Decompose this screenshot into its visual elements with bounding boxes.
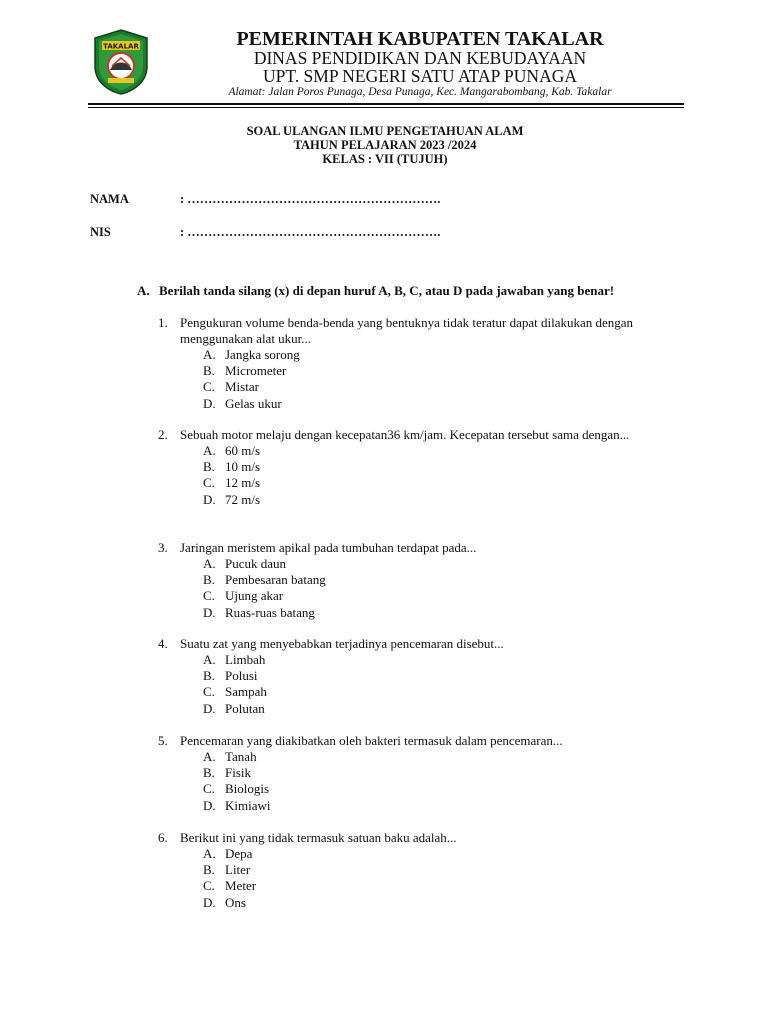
question-stem: Jaringan meristem apikal pada tumbuhan terdapat pada... [180, 540, 477, 555]
question-number: 1. [158, 315, 168, 330]
letterhead-government: PEMERINTAH KABUPATEN TAKALAR [236, 28, 604, 50]
takalar-regency-logo [92, 28, 150, 96]
answer-option-a[interactable]: A. Tanah [203, 749, 257, 764]
question-stem: Suatu zat yang menyebabkan terjadinya pencemaran disebut... [180, 636, 504, 651]
answer-option-d[interactable]: D. Ruas-ruas batang [203, 604, 315, 620]
answer-option-d[interactable]: D. Gelas ukur [203, 395, 282, 411]
answer-options [203, 652, 658, 717]
answer-option-d[interactable]: D. 72 m/s [203, 491, 261, 507]
section-instruction-text: Berilah tanda silang (x) di depan huruf A, B, C, atau D pada jawaban yang benar! [159, 283, 615, 298]
question-3 [158, 540, 658, 621]
question-2 [158, 427, 658, 508]
answer-option-b[interactable]: B. Liter [203, 862, 251, 878]
answer-options [203, 556, 658, 621]
question-1 [158, 315, 658, 412]
answer-option-b[interactable]: B. Fisik [203, 765, 252, 781]
answer-option-a[interactable]: A. Jangka sorong [203, 347, 300, 362]
exam-title: SOAL ULANGAN ILMU PENGETAHUAN ALAM [246, 124, 524, 138]
answer-option-a[interactable]: A. 60 m/s [203, 443, 261, 458]
name-field-label: NAMA [90, 192, 129, 206]
question-stem: Berikut ini yang tidak termasuk satuan baku adalah... [180, 830, 457, 845]
question-number: 6. [158, 830, 168, 845]
nis-field-blank: : ……………………………………………………. [180, 225, 441, 239]
question-4 [158, 636, 658, 717]
name-field[interactable] [90, 193, 440, 206]
answer-option-a[interactable]: A. Depa [203, 846, 253, 861]
name-field-blank: : ……………………………………………………. [180, 192, 441, 206]
letterhead-address: Alamat: Jalan Poros Punaga, Desa Punaga, Kec. Mangarabombang, Kab. Takalar [228, 86, 612, 98]
answer-option-c[interactable]: C. Mistar [203, 379, 259, 395]
letterhead-thick-rule [88, 103, 684, 105]
section-letter: A. [137, 283, 150, 298]
question-number: 4. [158, 636, 168, 651]
answer-option-d[interactable]: D. Polutan [203, 700, 265, 716]
answer-option-c[interactable]: C. Biologis [203, 781, 270, 797]
exam-class: KELAS : VII (TUJUH) [322, 152, 448, 166]
answer-option-a[interactable]: A. Pucuk daun [203, 556, 287, 571]
question-5 [158, 733, 658, 814]
question-stem: Pencemaran yang diakibatkan oleh bakteri termasuk dalam pencemaran... [180, 733, 563, 748]
answer-option-c[interactable]: C. Meter [203, 878, 257, 894]
answer-options [203, 846, 658, 911]
nis-field-label: NIS [90, 225, 111, 239]
answer-option-b[interactable]: B. Polusi [203, 668, 258, 684]
answer-option-c[interactable]: C. Sampah [203, 684, 267, 700]
letterhead-school: UPT. SMP NEGERI SATU ATAP PUNAGA [263, 66, 577, 86]
answer-option-c[interactable]: C. Ujung akar [203, 588, 284, 604]
question-6 [158, 830, 658, 911]
question-number: 2. [158, 427, 168, 442]
answer-option-b[interactable]: B. Pembesaran batang [203, 572, 326, 588]
exam-school-year: TAHUN PELAJARAN 2023 /2024 [293, 138, 477, 152]
letterhead-department: DINAS PENDIDIKAN DAN KEBUDAYAAN [253, 48, 587, 68]
answer-option-b[interactable]: B. 10 m/s [203, 459, 261, 475]
answer-option-b[interactable]: B. Micrometer [203, 363, 287, 379]
answer-options [203, 443, 658, 508]
question-number: 5. [158, 733, 168, 748]
section-instruction [137, 283, 657, 299]
letterhead-thin-rule [88, 107, 684, 108]
answer-option-d[interactable]: D. Kimiawi [203, 797, 271, 813]
svg-text:TAKALAR: TAKALAR [103, 42, 139, 51]
question-number: 3. [158, 540, 168, 555]
answer-option-c[interactable]: C. 12 m/s [203, 475, 261, 491]
answer-option-a[interactable]: A. Limbah [203, 652, 266, 667]
answer-options [203, 749, 658, 814]
question-stem: Sebuah motor melaju dengan kecepatan36 km/jam. Kecepatan tersebut sama dengan... [180, 427, 630, 442]
answer-option-d[interactable]: D. Ons [203, 894, 246, 910]
answer-options [203, 347, 658, 412]
question-stem: Pengukuran volume benda-benda yang bentuknya tidak teratur dapat dilakukan dengan menggunakan alat ukur... [180, 315, 634, 346]
nis-field[interactable] [90, 226, 440, 239]
